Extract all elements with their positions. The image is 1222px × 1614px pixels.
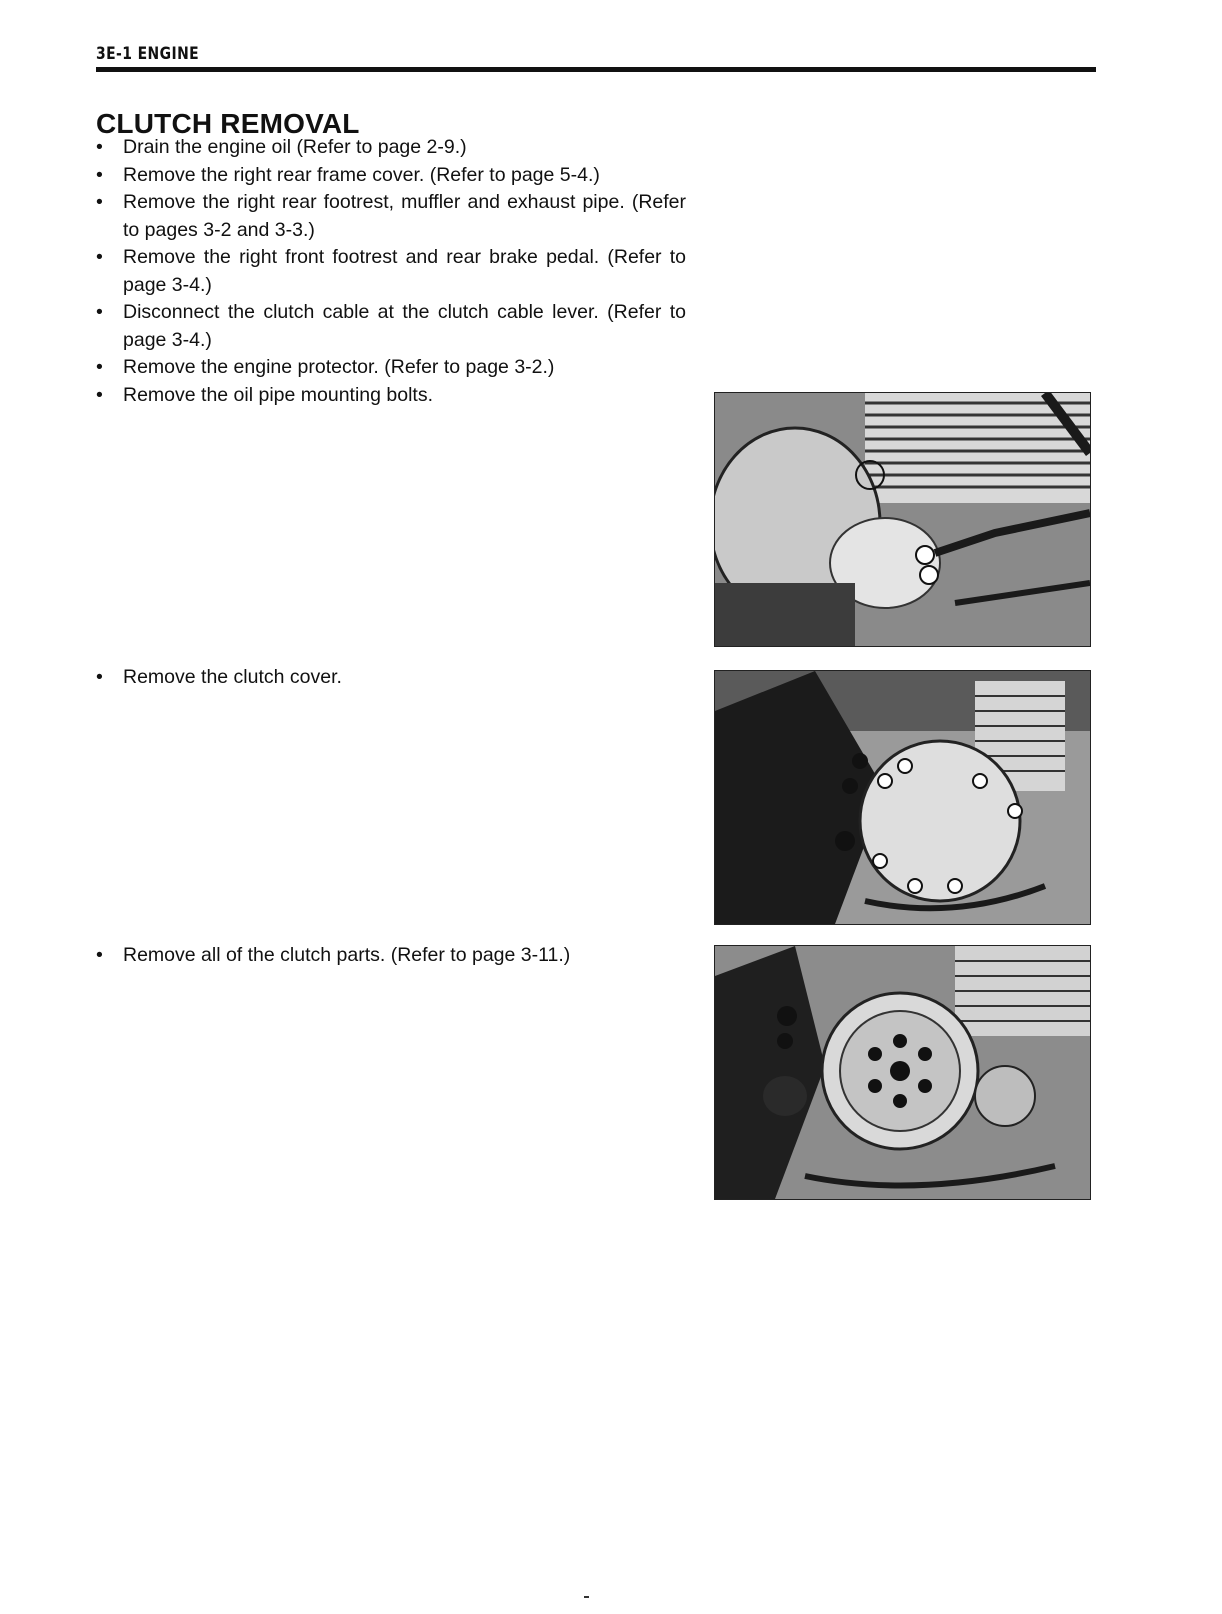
step-item (96, 354, 686, 382)
step-item (96, 244, 686, 299)
step-text: Disconnect the clutch cable at the clutch cable lever. (Refer to page 3-4.) (123, 301, 686, 351)
step-list-clutch-parts (96, 942, 686, 970)
bullet: • (96, 301, 103, 323)
bullet: • (96, 356, 103, 378)
footer-mark (584, 1596, 589, 1598)
section-label: 3E-1 ENGINE (96, 44, 200, 64)
step-text: Remove all of the clutch parts. (Refer to page 3-11.) (123, 944, 571, 966)
step-item (96, 134, 686, 162)
step-text: Remove the engine protector. (Refer to page 3-2.) (123, 356, 555, 378)
step-text: Remove the right rear frame cover. (Refer to page 5-4.) (123, 163, 600, 186)
bullet: • (96, 163, 103, 186)
step-item (96, 162, 686, 190)
page-header (96, 44, 1096, 64)
clutch-cover-photo (714, 670, 1091, 925)
step-item (96, 382, 686, 410)
step-item (96, 664, 686, 692)
bullet: • (96, 136, 103, 158)
clutch-parts-photo (714, 945, 1091, 1200)
page-title: CLUTCH REMOVAL (96, 108, 360, 139)
step-item (96, 942, 686, 970)
step-item (96, 189, 686, 244)
bullet: • (96, 944, 103, 966)
step-list-clutch-cover (96, 664, 686, 692)
step-text: Remove the clutch cover. (123, 666, 342, 688)
bullet: • (96, 383, 103, 406)
step-item (96, 299, 686, 354)
step-text: Remove the right front footrest and rear brake pedal. (Refer to page 3-4.) (123, 246, 686, 296)
step-text: Remove the right rear footrest, muffler and exhaust pipe. (Refer to pages 3-2 and 3-3.) (123, 191, 686, 241)
oil-pipe-photo (714, 392, 1091, 647)
bullet: • (96, 191, 103, 213)
bullet: • (96, 666, 103, 688)
header-rule (96, 67, 1096, 72)
step-text: Drain the engine oil (Refer to page 2-9.) (123, 136, 467, 158)
bullet: • (96, 246, 103, 268)
step-text: Remove the oil pipe mounting bolts. (123, 383, 434, 406)
step-list-oil-pipe (96, 134, 686, 409)
